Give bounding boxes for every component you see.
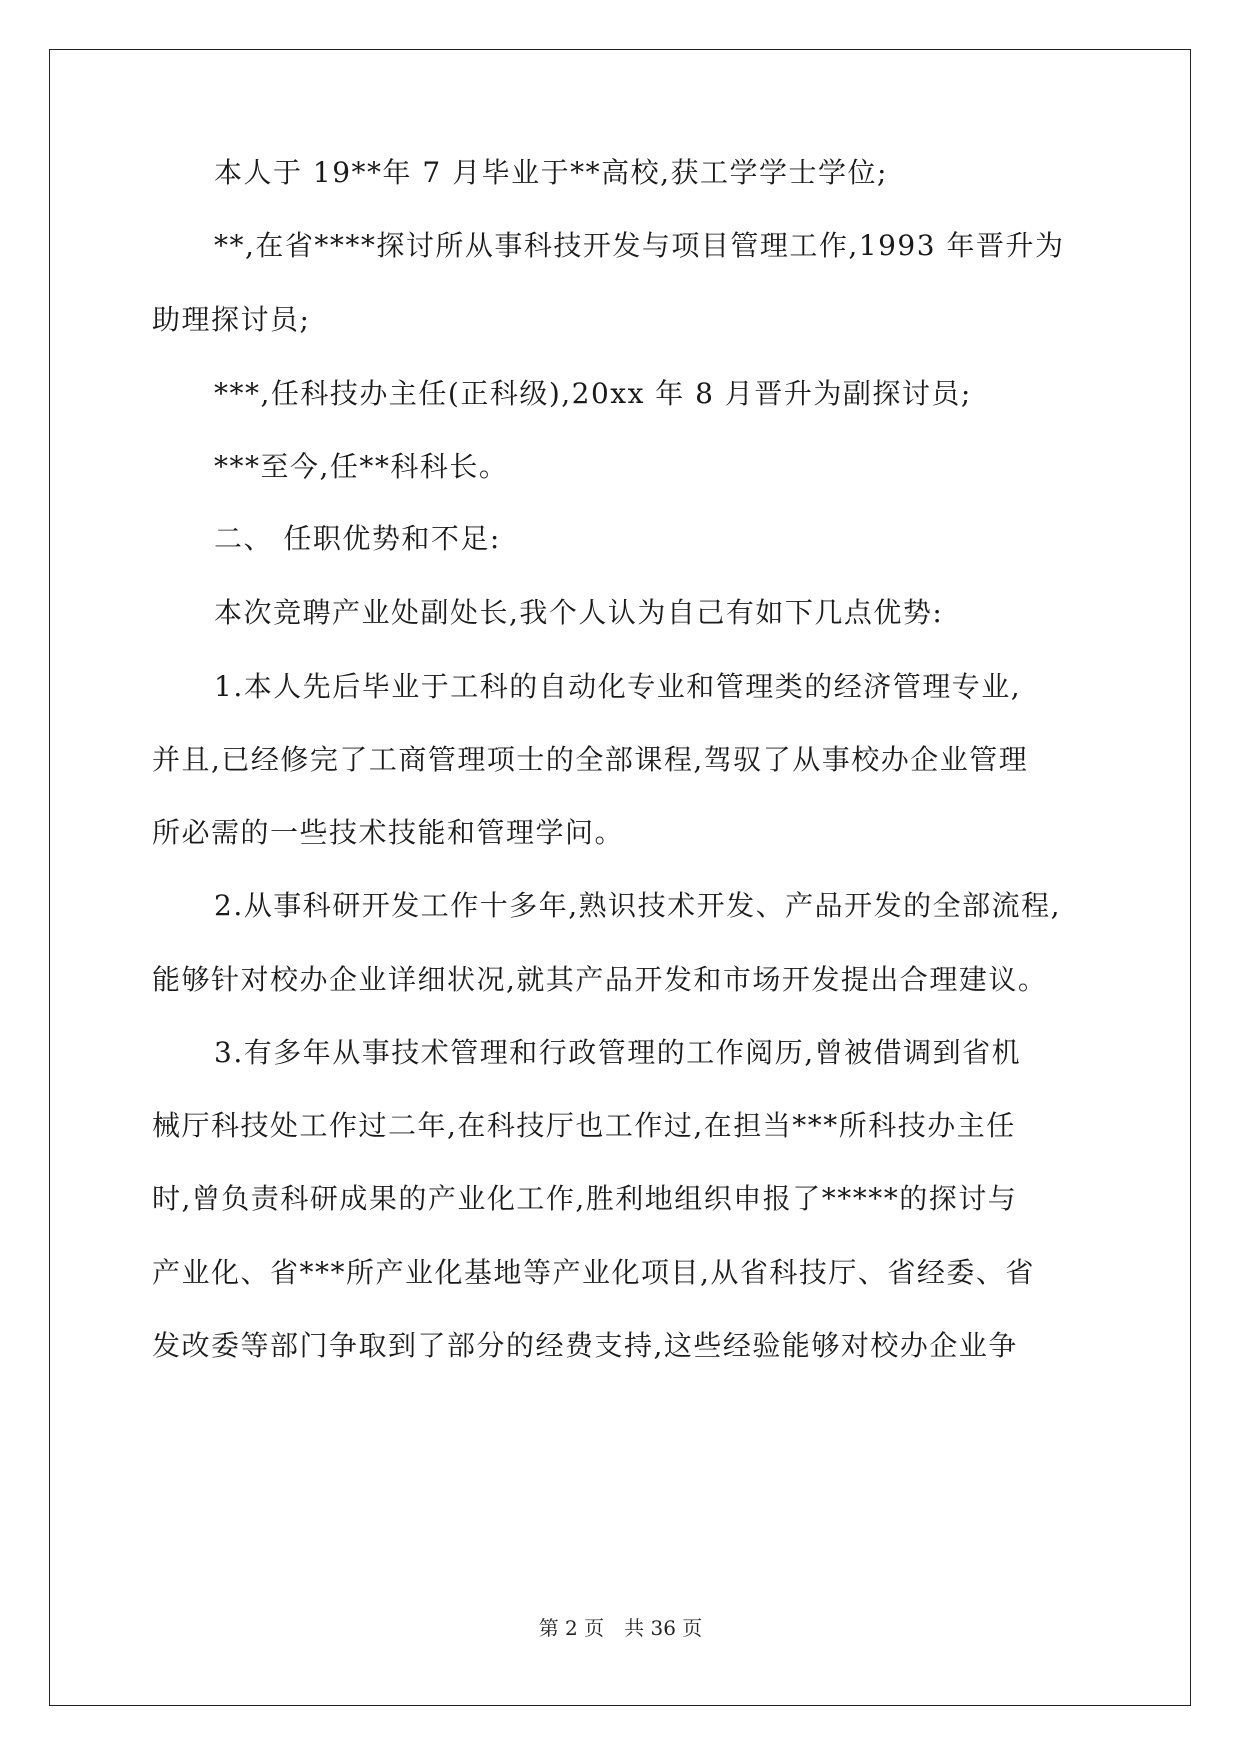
paragraph-line: ***,任科技办主任(正科级),20xx 年 8 月晋升为副探讨员; [214,377,972,410]
page-number-total: 共 36 页 [624,1616,703,1640]
paragraph-line: 械厅科技处工作过二年,在科技厅也工作过,在担当***所科技办主任 [152,1109,1016,1142]
page-footer [0,1616,1241,1640]
paragraph-line: 时,曾负责科研成果的产业化工作,胜利地组织申报了*****的探讨与 [152,1182,1018,1215]
paragraph-line: ***至今,任**科科长。 [214,450,509,483]
paragraph-line: 助理探讨员; [152,303,311,336]
paragraph-line: 2.从事科研开发工作十多年,熟识技术开发、产品开发的全部流程, [214,889,1062,922]
paragraph-line: **,在省****探讨所从事科技开发与项目管理工作,1993 年晋升为 [214,229,1065,262]
paragraph-line: 产业化、省***所产业化基地等产业化项目,从省科技厅、省经委、省 [152,1256,1035,1289]
paragraph-line: 所必需的一些技术技能和管理学问。 [152,816,625,849]
section-heading: 二、 任职优势和不足: [214,522,501,555]
paragraph-line: 1.本人先后毕业于工科的自动化专业和管理类的经济管理专业, [214,670,1022,703]
paragraph-line: 本人于 19**年 7 月毕业于**高校,获工学学士学位; [214,156,888,189]
paragraph-line: 发改委等部门争取到了部分的经费支持,这些经验能够对校办企业争 [152,1329,1018,1362]
page-number-current: 第 2 页 [538,1616,605,1640]
paragraph-line: 本次竞聘产业处副处长,我个人认为自己有如下几点优势: [214,596,944,629]
page-border [49,49,1191,1706]
paragraph-line: 能够针对校办企业详细状况,就其产品开发和市场开发提出合理建议。 [152,963,1048,996]
paragraph-line: 并且,已经修完了工商管理项士的全部课程,驾驭了从事校办企业管理 [152,743,1029,776]
paragraph-line: 3.有多年从事技术管理和行政管理的工作阅历,曾被借调到省机 [214,1036,1022,1069]
